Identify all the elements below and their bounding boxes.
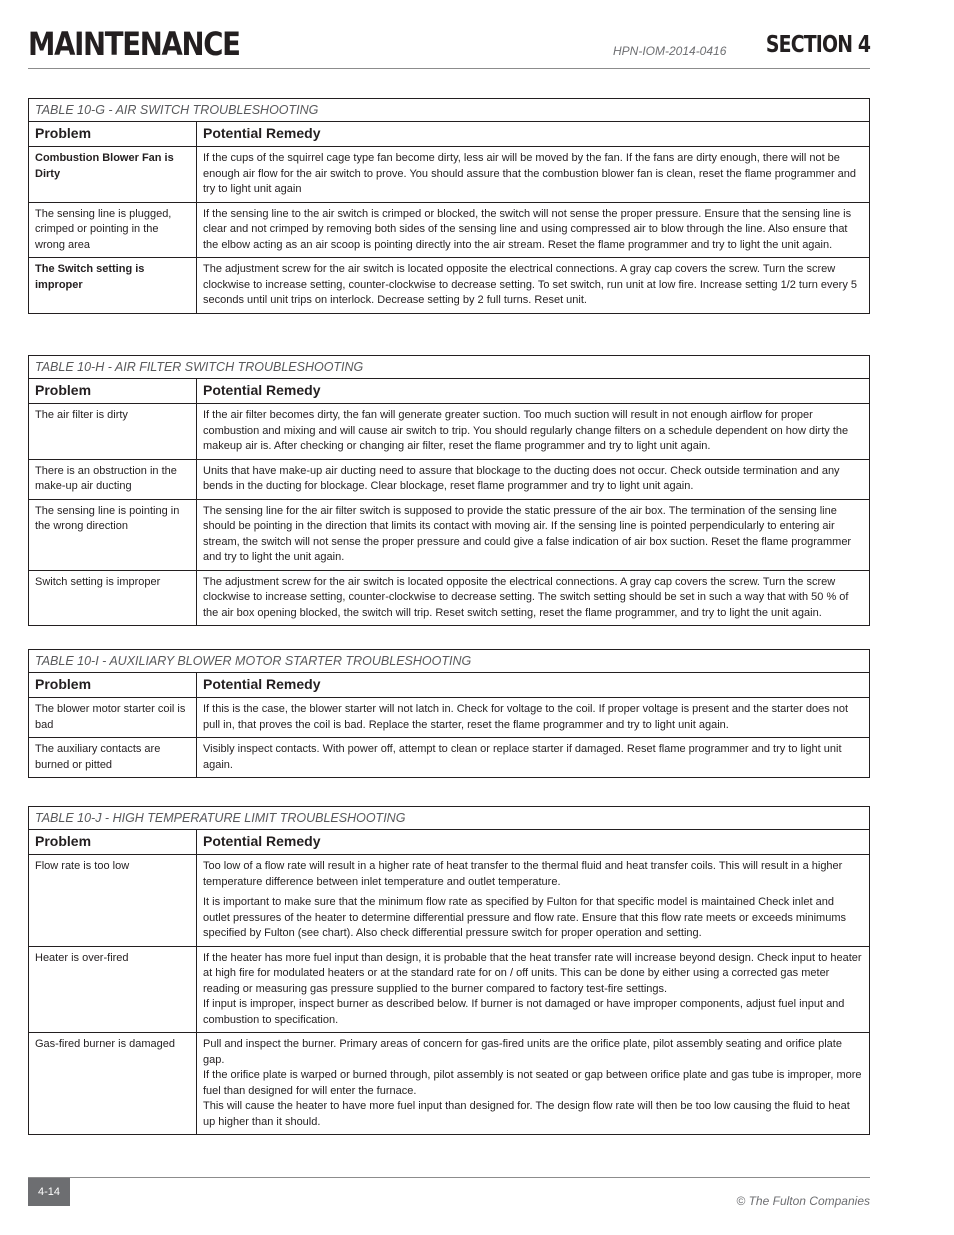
remedy-cell <box>197 947 869 1033</box>
remedy-paragraph: The adjustment screw for the air switch is located opposite the electrical connections. A gray cap covers the screw. Turn the screw clockwise to increase setting, counter-clockwise to decrease setting. The switch setting should be set in such a way that with 50 % of the air box opening blocked, the switch will trip. Reset switch setting, reset the flame programmer, and try to light the unit again. <box>203 575 849 619</box>
document-number: HPN-IOM-2014-0416 <box>613 44 727 58</box>
problem-cell: The Switch setting is improper <box>29 258 197 313</box>
problem-cell: There is an obstruction in the make-up air ducting <box>29 460 197 499</box>
remedy-cell <box>197 738 869 777</box>
table-row <box>29 203 869 259</box>
troubleshooting-table <box>28 355 870 626</box>
troubleshooting-table <box>28 806 870 1135</box>
problem-cell: Switch setting is improper <box>29 571 197 626</box>
section-label: SECTION 4 <box>765 32 870 58</box>
problem-cell: Flow rate is too low <box>29 855 197 946</box>
remedy-cell <box>197 855 869 946</box>
table-header-row <box>29 673 869 698</box>
column-header-problem: Problem <box>29 379 197 403</box>
table-row <box>29 258 869 313</box>
remedy-paragraph: Pull and inspect the burner. Primary areas of concern for gas-fired units are the orifice plate, pilot assembly seating and orifice plate gap. If the orifice plate is warped or burned through, pilot assembly is not seated or gap between orifice plate and gas tube is improper, more fuel than designed for will enter the furnace. This will cause the heater to have more fuel input than designed for. The design flow rate will then be too low causing the fluid to heat up higher than it should. <box>203 1038 862 1128</box>
page-header <box>28 22 870 69</box>
problem-cell: Gas-fired burner is damaged <box>29 1033 197 1134</box>
remedy-cell <box>197 460 869 499</box>
remedy-cell <box>197 404 869 459</box>
column-header-remedy: Potential Remedy <box>203 833 321 849</box>
table-row <box>29 460 869 500</box>
table-row <box>29 571 869 626</box>
remedy-paragraph: Units that have make-up air ducting need to assure that blockage to the ducting does not occur. Check outside termination and any bends in the ducting for blockage. Clear blockage, reset flame programmer and try to light unit again. <box>203 464 840 492</box>
table-row <box>29 738 869 777</box>
troubleshooting-table <box>28 98 870 314</box>
table-caption: TABLE 10-G - AIR SWITCH TROUBLESHOOTING <box>29 99 869 122</box>
table-row <box>29 404 869 460</box>
problem-cell: Combustion Blower Fan is Dirty <box>29 147 197 202</box>
troubleshooting-table <box>28 649 870 778</box>
remedy-paragraph: The sensing line for the air filter switch is supposed to provide the static pressure of the air box. The termination of the sensing line should be pointing in the direction that limits its contact with moving air. If the sensing line is pointed perpendicularly to entering air stream, the switch will not sense the proper pressure and could give a false indication of air box suction. Reset the flame programmer and try to light the unit again. <box>203 504 852 563</box>
copyright-notice: © The Fulton Companies <box>736 1194 870 1208</box>
problem-cell: The air filter is dirty <box>29 404 197 459</box>
remedy-paragraph: If the heater has more fuel input than design, it is probable that the heat transfer rate will increase beyond design. Check input to heater at high fire for modulated heaters or at the standard rate for on / off units. This can be done by either using a corrected gas meter reading or measuring gas pressure supplied to the burner compared to factory test-fire settings. If input is improper, inspect burner as described below. If burner is not damaged or have improper components, adjust fuel input and combustion to specification. <box>203 951 862 1026</box>
table-header-row <box>29 122 869 147</box>
column-header-problem: Problem <box>29 830 197 854</box>
problem-cell: The blower motor starter coil is bad <box>29 698 197 737</box>
column-header-remedy: Potential Remedy <box>203 382 321 398</box>
column-header-problem: Problem <box>29 122 197 146</box>
remedy-cell <box>197 500 869 570</box>
table-caption: TABLE 10-H - AIR FILTER SWITCH TROUBLESHOOTING <box>29 356 869 379</box>
problem-cell: The sensing line is plugged, crimped or pointing in the wrong area <box>29 203 197 258</box>
remedy-paragraph: The adjustment screw for the air switch is located opposite the electrical connections. A gray cap covers the screw. Turn the screw clockwise to increase setting, counter-clockwise to decrease setting. To set switch, run unit at low fire. Increase setting 1/2 turn every 5 seconds until unit trips on interlock. Decrease setting by 2 full turns. Reset unit. <box>203 263 857 306</box>
remedy-paragraph: Visibly inspect contacts. With power off, attempt to clean or replace starter if damaged. Reset flame programmer and try to light unit again. <box>203 743 842 771</box>
problem-cell: Heater is over-fired <box>29 947 197 1033</box>
remedy-paragraph: If the air filter becomes dirty, the fan will generate greater suction. Too much suction will result in not enough airflow for proper combustion and mixing and will cause air switch to trip. You should regularly change filters on a schedule dependent on how dirty the makeup air is. After checking or changing air filter, reset the flame programmer and try to light unit again. <box>203 409 849 452</box>
table-row <box>29 698 869 738</box>
remedy-cell <box>197 203 869 258</box>
column-header-remedy: Potential Remedy <box>203 676 321 692</box>
problem-cell: The sensing line is pointing in the wrong direction <box>29 500 197 570</box>
footer-divider <box>28 1177 870 1178</box>
page-title: MAINTENANCE <box>28 25 240 63</box>
remedy-paragraph: Too low of a flow rate will result in a higher rate of heat transfer to the thermal fluid and heat transfer coils. This will result in a higher temperature difference between inlet temperature and outlet temperature. <box>203 860 843 888</box>
table-header-row <box>29 379 869 404</box>
remedy-paragraph: If the sensing line to the air switch is crimped or blocked, the switch will not sense the proper pressure. Ensure that the sensing line is clear and not crimped by removing both sides of the sensing line and using compressed air to blow through the line. Also ensure that the elbow acting as an air scoop is pointing directly into the air stream. Reset the flame programmer and try to light the unit again. <box>203 207 852 251</box>
table-row <box>29 947 869 1034</box>
remedy-cell <box>197 698 869 737</box>
column-header-problem: Problem <box>29 673 197 697</box>
table-caption: TABLE 10-J - HIGH TEMPERATURE LIMIT TROUBLESHOOTING <box>29 807 869 830</box>
remedy-paragraph: It is important to make sure that the minimum flow rate as specified by Fulton for that specific model is maintained Check inlet and outlet pressures of the heater to determine differential pressure and flow rate. Ensure that this flow rate meets or exceeds minimums specified by Fulton (see chart). Also check differential pressure switch for proper operation and setting. <box>203 896 847 939</box>
table-header-row <box>29 830 869 855</box>
remedy-cell <box>197 147 869 202</box>
table-row <box>29 1033 869 1134</box>
table-caption: TABLE 10-I - AUXILIARY BLOWER MOTOR STARTER TROUBLESHOOTING <box>29 650 869 673</box>
remedy-paragraph: If the cups of the squirrel cage type fan become dirty, less air will be moved by the fan. If the fans are dirty enough, there will not be enough air flow for the air switch to prove. You should assure that the combustion blower fan is clean, reset the flame programmer and try to light unit again <box>203 152 857 195</box>
remedy-paragraph: If this is the case, the blower starter will not latch in. Check for voltage to the coil. If proper voltage is present and the starter does not pull in, that proves the coil is bad. Replace the starter, reset the flame programmer and try to light unit again. <box>203 703 849 731</box>
table-row <box>29 855 869 947</box>
remedy-cell <box>197 1033 869 1134</box>
column-header-remedy: Potential Remedy <box>203 125 321 141</box>
problem-cell: The auxiliary contacts are burned or pitted <box>29 738 197 777</box>
table-row <box>29 500 869 571</box>
page-number: 4-14 <box>28 1178 70 1206</box>
remedy-cell <box>197 258 869 313</box>
table-row <box>29 147 869 203</box>
remedy-cell <box>197 571 869 626</box>
